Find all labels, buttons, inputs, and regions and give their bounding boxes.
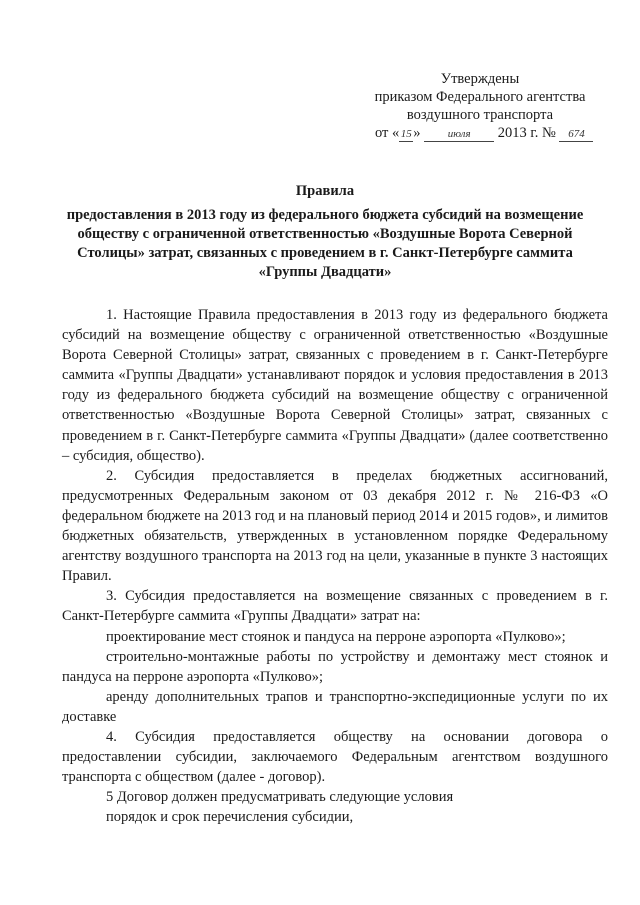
date-month: июля (424, 127, 494, 142)
title-main: Правила (295, 183, 355, 199)
approval-line-2: приказом Федерального агентства (374, 89, 586, 105)
paragraph-3-item-rental: аренду дополнительных трапов и транспортно-экспедиционные услуги по их доставке (62, 688, 608, 725)
paragraph-4: 4. Субсидия предоставляется обществу на основании договора о предоставлении субсидии, заключаемого Федеральным агентством воздушного транспорта с обществом (далее - договор). (62, 728, 608, 786)
paragraph-2: 2. Субсидия предоставляется в пределах бюджетных ассигнований, предусмотренных Федеральным законом от 03 декабря 2012 г. № 216-ФЗ «О федеральном бюджете на 2013 год и на плановый период 2014 и 2015 годов», и лимитов бюджетных обязательств, утвержденных в установленном порядке Федеральному агентству воздушного транспорта на 2013 год на цели, указанные в пункте 3 настоящих Правил. (62, 467, 608, 585)
approval-stamp (340, 70, 620, 142)
date-day: 15 (400, 128, 412, 140)
document-title (60, 182, 590, 282)
paragraph-3-item-design: проектирование мест стоянок и пандуса на перроне аэропорта «Пулково»; (106, 628, 566, 645)
document-number: 674 (559, 127, 593, 142)
document-body (62, 305, 608, 827)
date-year: 2013 г. № (497, 125, 556, 141)
date-mid: » (413, 125, 421, 141)
approval-date-line (340, 124, 620, 142)
approval-line-1: Утверждены (440, 71, 520, 87)
paragraph-1: 1. Настоящие Правила предоставления в 2013 году из федерального бюджета субсидий на возмещение обществу с ограниченной ответственностью «Воздушные Ворота Северной Столицы» затрат, связанных с проведением в г. Санкт-Петербурге саммита «Группы Двадцати» устанавливают порядок и условия предоставления в 2013 году из федерального бюджета субсидий на возмещение обществу с ограниченной ответственностью «Воздушные Ворота Северной Столицы» затрат, связанных с проведением в г. Санкт-Петербурге саммита «Группы Двадцати» (далее соответственно – субсидия, общество). (62, 307, 608, 464)
paragraph-5-item-1: порядок и срок перечисления субсидии, (106, 809, 354, 826)
paragraph-5: 5 Договор должен предусматривать следующие условия (106, 789, 454, 806)
paragraph-3-item-construction: строительно-монтажные работы по устройству и демонтажу мест стоянок и пандуса на перроне аэропорта «Пулково»; (62, 648, 608, 685)
title-subtitle: предоставления в 2013 году из федерального бюджета субсидий на возмещение обществу с ограниченной ответственностью «Воздушные Ворота Северной Столицы» затрат, связанных с проведением в г. Санкт-Петербурге саммита «Группы Двадцати» (66, 207, 584, 280)
paragraph-3: 3. Субсидия предоставляется на возмещение связанных с проведением в г. Санкт-Петербурге саммита «Группы Двадцати» затрат на: (62, 588, 608, 625)
date-prefix: от « (375, 125, 400, 141)
approval-line-3: воздушного транспорта (406, 107, 554, 123)
